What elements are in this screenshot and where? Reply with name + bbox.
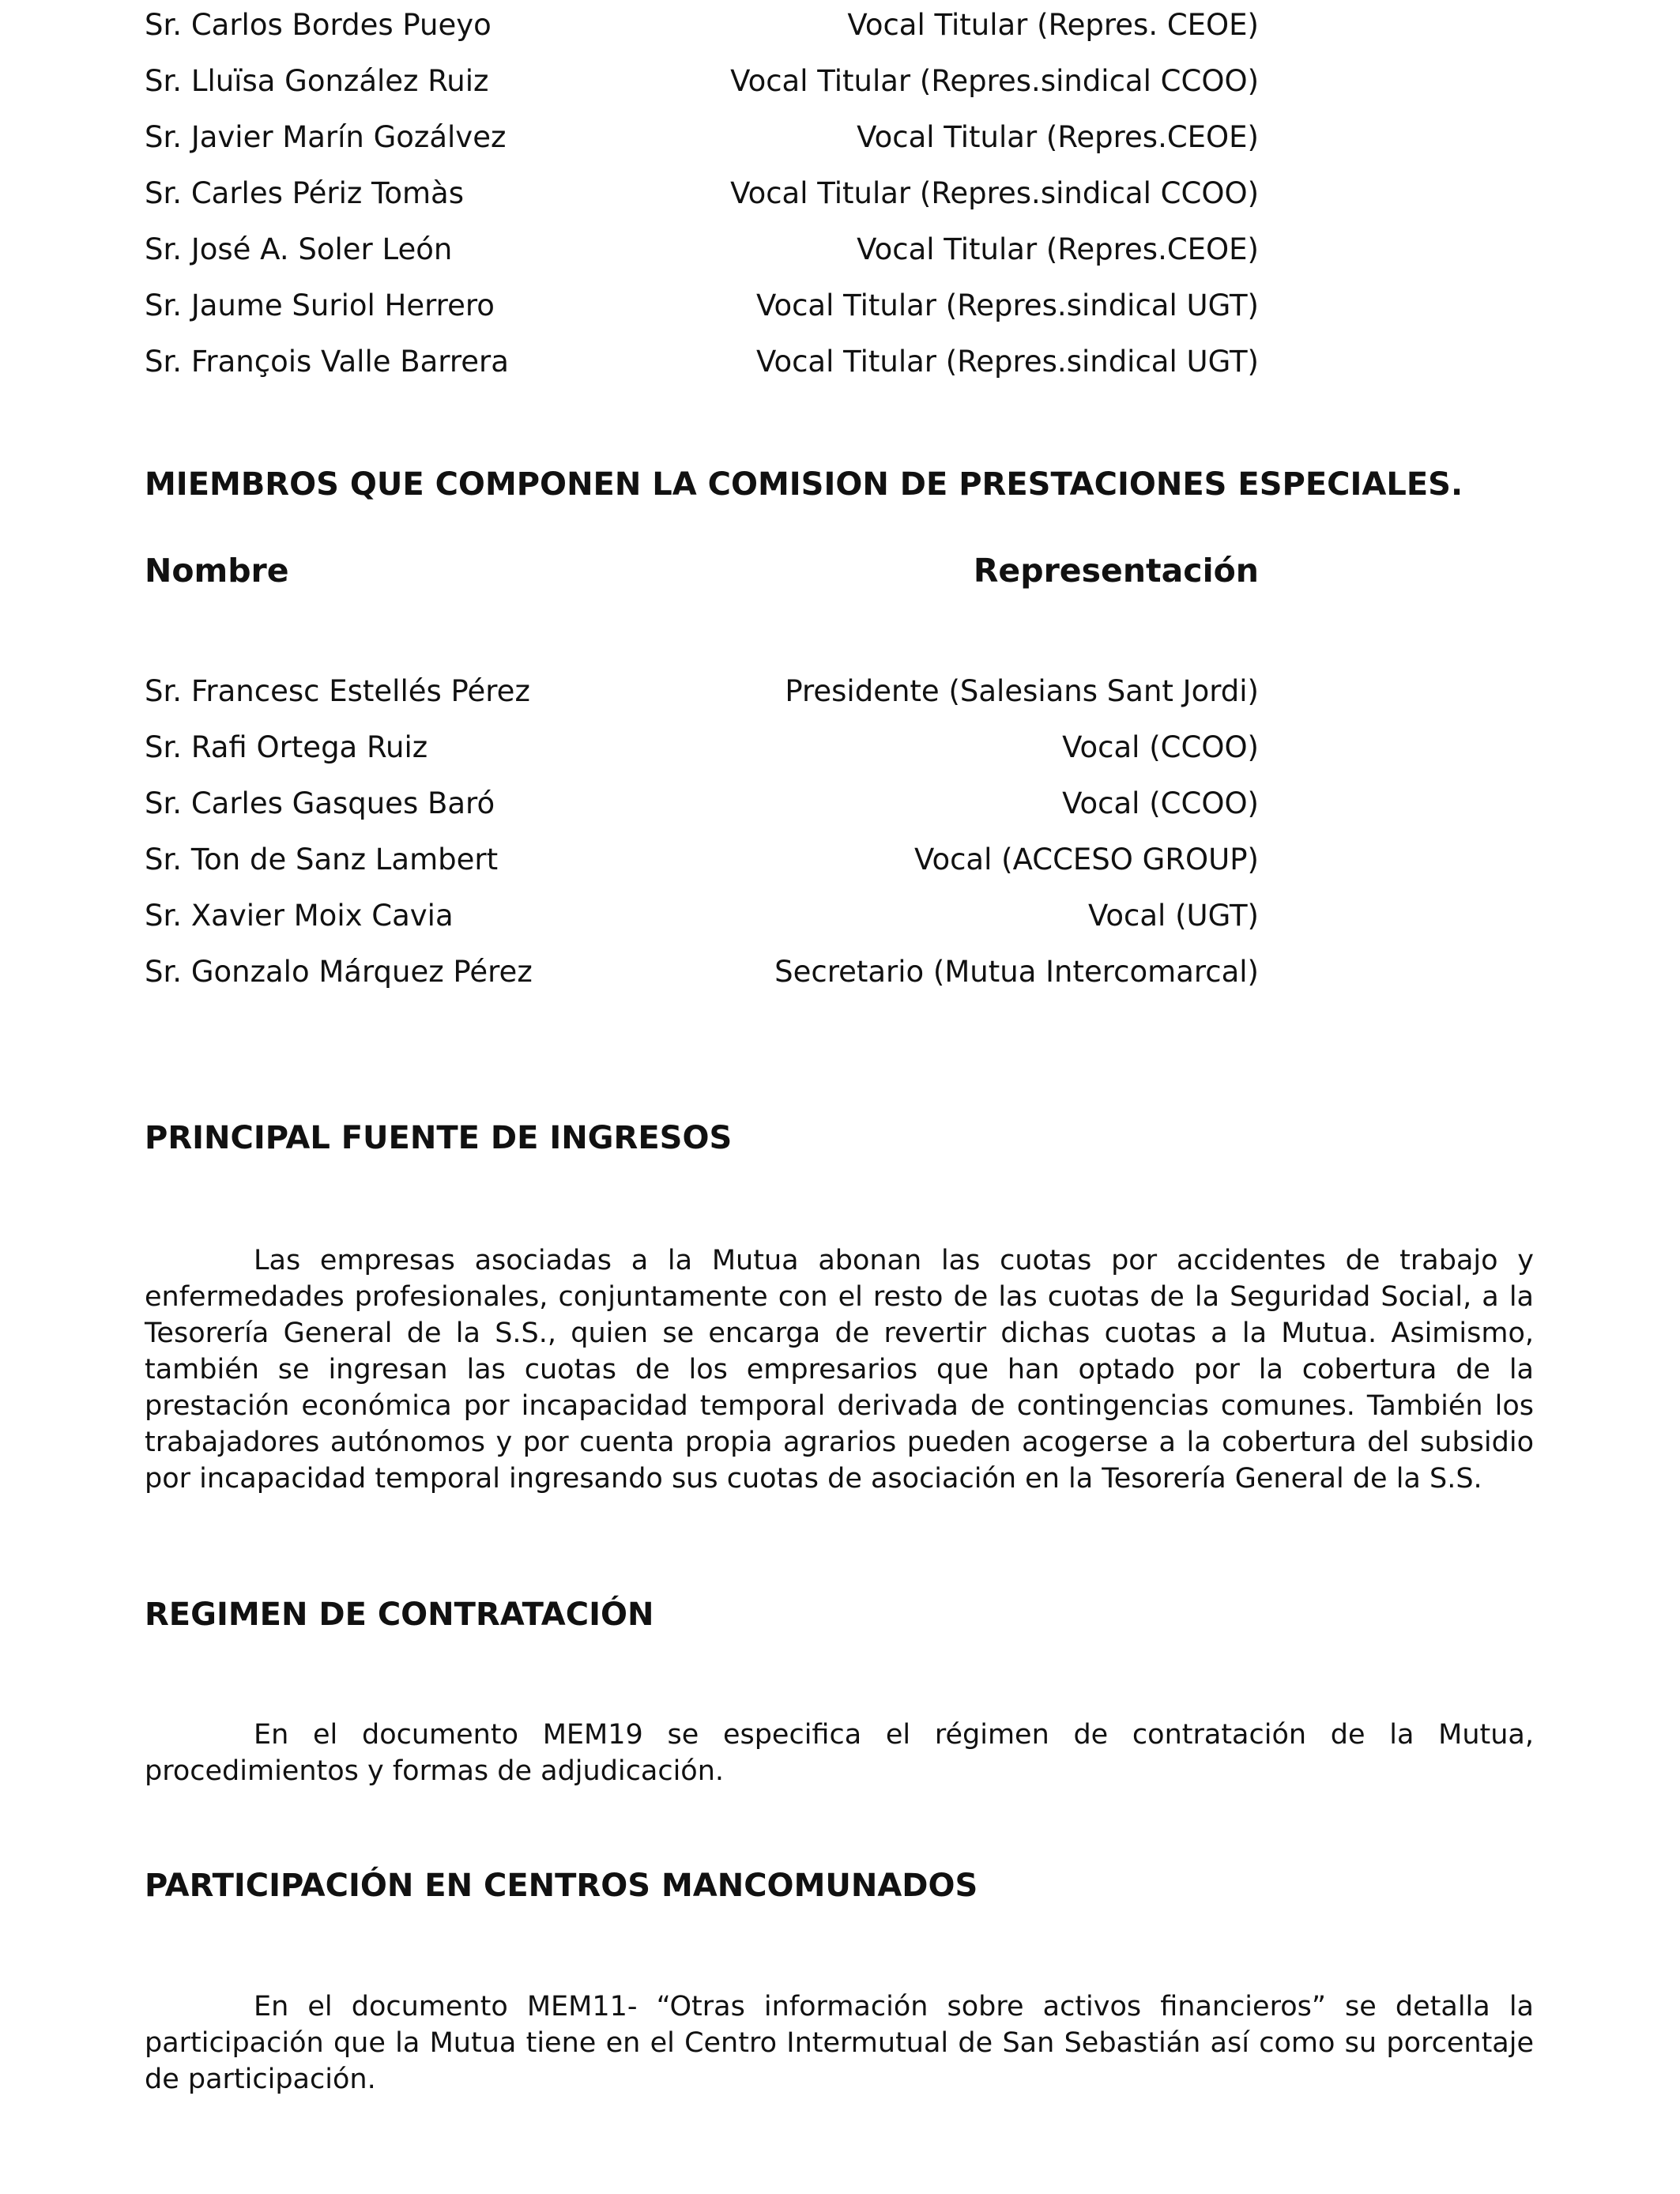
list-item: [145, 165, 1259, 221]
member-name: Sr. Carlos Bordes Pueyo: [145, 8, 492, 42]
member-role: Presidente (Salesians Sant Jordi): [785, 674, 1259, 708]
member-role: Vocal Titular (Repres.CEOE): [857, 120, 1259, 154]
list-item: [145, 334, 1259, 390]
contratacion-paragraph: En el documento MEM19 se especifica el régimen de contratación de la Mutua, procedimientos y formas de adjudicación.: [145, 1719, 1534, 1787]
member-name: Sr. Carles Gasques Baró: [145, 786, 495, 820]
ingresos-heading: PRINCIPAL FUENTE DE INGRESOS: [145, 1120, 733, 1156]
list-item: [145, 221, 1259, 277]
top-members-list: [145, 0, 1259, 390]
member-role: Vocal Titular (Repres. CEOE): [847, 8, 1259, 42]
commission-members-list: [145, 663, 1259, 1000]
member-role: Vocal (ACCESO GROUP): [914, 843, 1259, 876]
list-item: [145, 277, 1259, 334]
member-name: Sr. Jaume Suriol Herrero: [145, 288, 495, 322]
commission-column-headers: [145, 552, 1259, 590]
column-header-name: Nombre: [145, 552, 289, 590]
column-header-role: Representación: [973, 552, 1259, 590]
member-name: Sr. Francesc Estellés Pérez: [145, 674, 530, 708]
member-role: Vocal (UGT): [1087, 899, 1259, 933]
list-item: [145, 888, 1259, 944]
list-item: [145, 831, 1259, 888]
member-role: Vocal Titular (Repres.sindical CCOO): [730, 176, 1259, 210]
member-name: Sr. Javier Marín Gozálvez: [145, 120, 507, 154]
mancomunados-paragraph: En el documento MEM11- “Otras información sobre activos financieros” se detalla la participación que la Mutua tiene en el Centro Intermutual de San Sebastián así como su porcentaje de participación.: [145, 1991, 1534, 2095]
member-role: Vocal Titular (Repres.CEOE): [857, 232, 1259, 266]
list-item: [145, 109, 1259, 165]
member-role: Vocal (CCOO): [1062, 730, 1259, 764]
member-role: Secretario (Mutua Intercomarcal): [774, 955, 1259, 989]
member-name: Sr. Carles Périz Tomàs: [145, 176, 465, 210]
mancomunados-heading: PARTICIPACIÓN EN CENTROS MANCOMUNADOS: [145, 1868, 978, 1904]
member-role: Vocal Titular (Repres.sindical UGT): [756, 345, 1259, 379]
member-name: Sr. François Valle Barrera: [145, 345, 509, 379]
member-role: Vocal Titular (Repres.sindical CCOO): [730, 64, 1259, 98]
ingresos-paragraph: Las empresas asociadas a la Mutua abonan las cuotas por accidentes de trabajo y enfermedades profesionales, conjuntamente con el resto de las cuotas de la Seguridad Social, a la Tesorería General de la S.S., quien se encarga de revertir dichas cuotas a la Mutua. Asimismo, también se ingresan las cuotas de los empresarios que han optado por la cobertura de la prestación económica por incapacidad temporal derivada de contingencias comunes. También los trabajadores autónomos y por cuenta propia agrarios pueden acogerse a la cobertura del subsidio por incapacidad temporal ingresando sus cuotas de asociación en la Tesorería General de la S.S.: [145, 1245, 1534, 1495]
member-name: Sr. Ton de Sanz Lambert: [145, 843, 499, 876]
commission-heading: MIEMBROS QUE COMPONEN LA COMISION DE PRESTACIONES ESPECIALES.: [145, 466, 1463, 503]
list-item: [145, 53, 1259, 109]
member-role: Vocal (CCOO): [1062, 786, 1259, 820]
member-name: Sr. Rafi Ortega Ruiz: [145, 730, 428, 764]
list-item: [145, 663, 1259, 719]
member-name: Sr. José A. Soler León: [145, 232, 453, 266]
member-name: Sr. Xavier Moix Cavia: [145, 899, 454, 933]
list-item: [145, 0, 1259, 53]
member-name: Sr. Gonzalo Márquez Pérez: [145, 955, 533, 989]
contratacion-heading: REGIMEN DE CONTRATACIÓN: [145, 1596, 654, 1633]
list-item: [145, 775, 1259, 831]
member-role: Vocal Titular (Repres.sindical UGT): [756, 288, 1259, 322]
list-item: [145, 944, 1259, 1000]
list-item: [145, 719, 1259, 775]
member-name: Sr. Lluïsa González Ruiz: [145, 64, 489, 98]
